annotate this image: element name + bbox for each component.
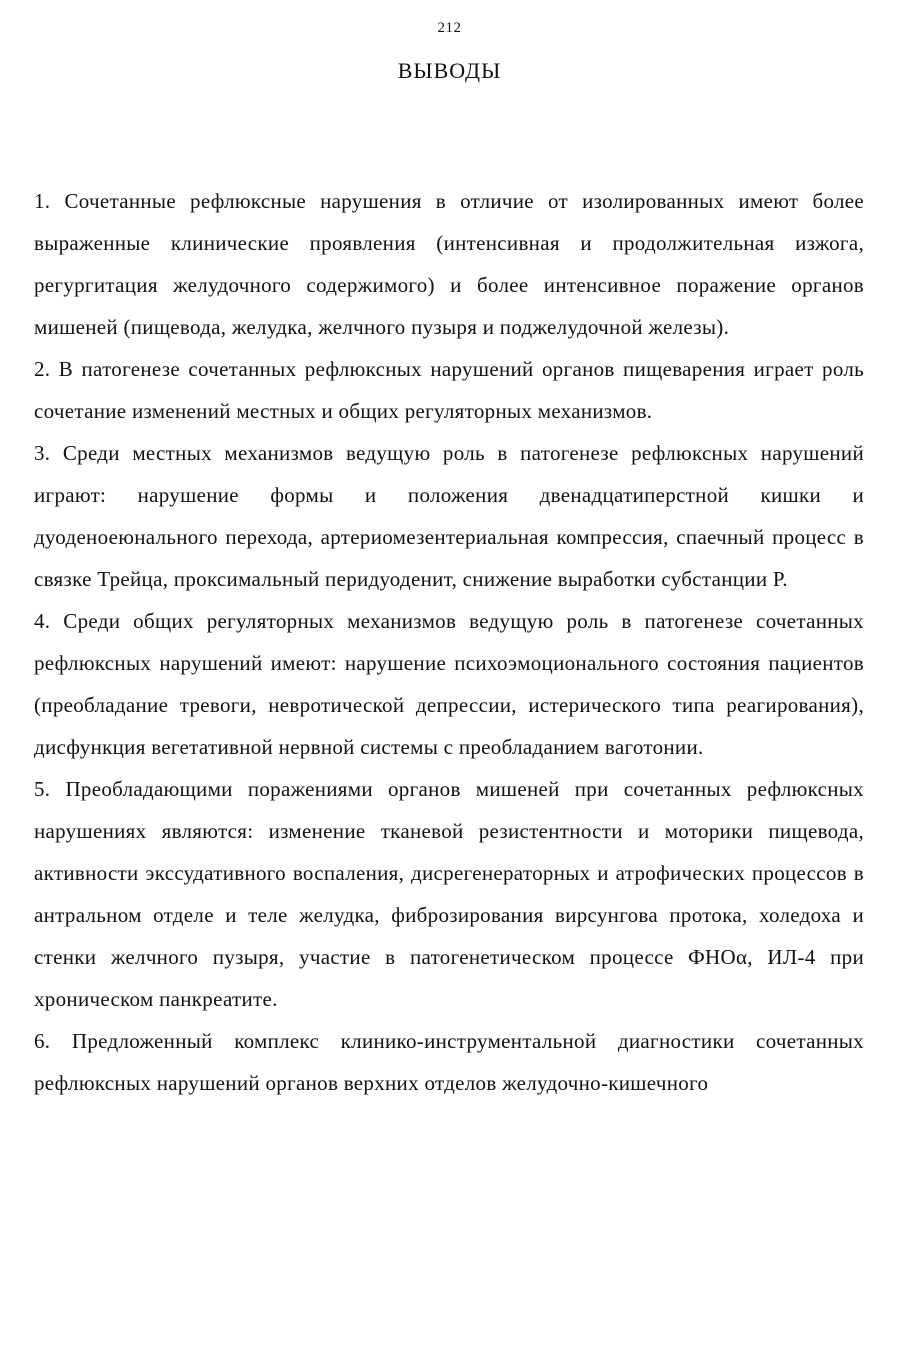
conclusions-list <box>34 180 864 1104</box>
conclusion-item-2 <box>34 348 864 432</box>
conclusion-number: 6. <box>34 1029 51 1053</box>
conclusion-number: 3. <box>34 441 51 465</box>
conclusion-item-3 <box>34 432 864 600</box>
conclusion-text: Преобладающими поражениями органов мишеней при сочетанных рефлюксных нарушениях являются: изменение тканевой резистентности и моторики пищевода, активности экссудативного воспаления, дисрегенераторных и атрофических процессов в антральном отделе и теле желудка, фиброзирования вирсунгова протока, холедоха и стенки желчного пузыря, участие в патогенетическом процессе ФНОα, ИЛ-4 при хроническом панкреатите. <box>34 777 864 1011</box>
conclusion-text: Среди местных механизмов ведущую роль в патогенезе рефлюксных нарушений играют: нарушение формы и положения двенадцатиперстной кишки и дуоденоеюнального перехода, артериомезентериальная компрессия, спаечный процесс в связке Трейца, проксимальный перидуоденит, снижение выработки субстанции Р. <box>34 441 864 591</box>
conclusion-number: 5. <box>34 777 51 801</box>
conclusion-text: Сочетанные рефлюксные нарушения в отличие от изолированных имеют более выраженные клинические проявления (интенсивная и продолжительная изжога, регургитация желудочного содержимого) и более интенсивное поражение органов мишеней (пищевода, желудка, желчного пузыря и поджелудочной железы). <box>34 189 864 339</box>
conclusion-number: 2. <box>34 357 51 381</box>
conclusion-text: В патогенезе сочетанных рефлюксных нарушений органов пищеварения играет роль сочетание изменений местных и общих регуляторных механизмов. <box>34 357 864 423</box>
conclusion-text: Предложенный комплекс клинико-инструментальной диагностики сочетанных рефлюксных нарушений органов верхних отделов желудочно-кишечного <box>34 1029 864 1095</box>
conclusion-item-5 <box>34 768 864 1020</box>
conclusion-item-4 <box>34 600 864 768</box>
conclusion-number: 1. <box>34 189 51 213</box>
conclusion-item-6 <box>34 1020 864 1104</box>
page-number: 212 <box>437 20 462 36</box>
conclusion-text: Среди общих регуляторных механизмов ведущую роль в патогенезе сочетанных рефлюксных нарушений имеют: нарушение психоэмоционального состояния пациентов (преобладание тревоги, невротической депрессии, истерического типа реагирования), дисфункция вегетативной нервной системы с преобладанием ваготонии. <box>34 609 864 759</box>
conclusion-item-1 <box>34 180 864 348</box>
page-title: ВЫВОДЫ <box>397 58 502 83</box>
conclusion-number: 4. <box>34 609 51 633</box>
